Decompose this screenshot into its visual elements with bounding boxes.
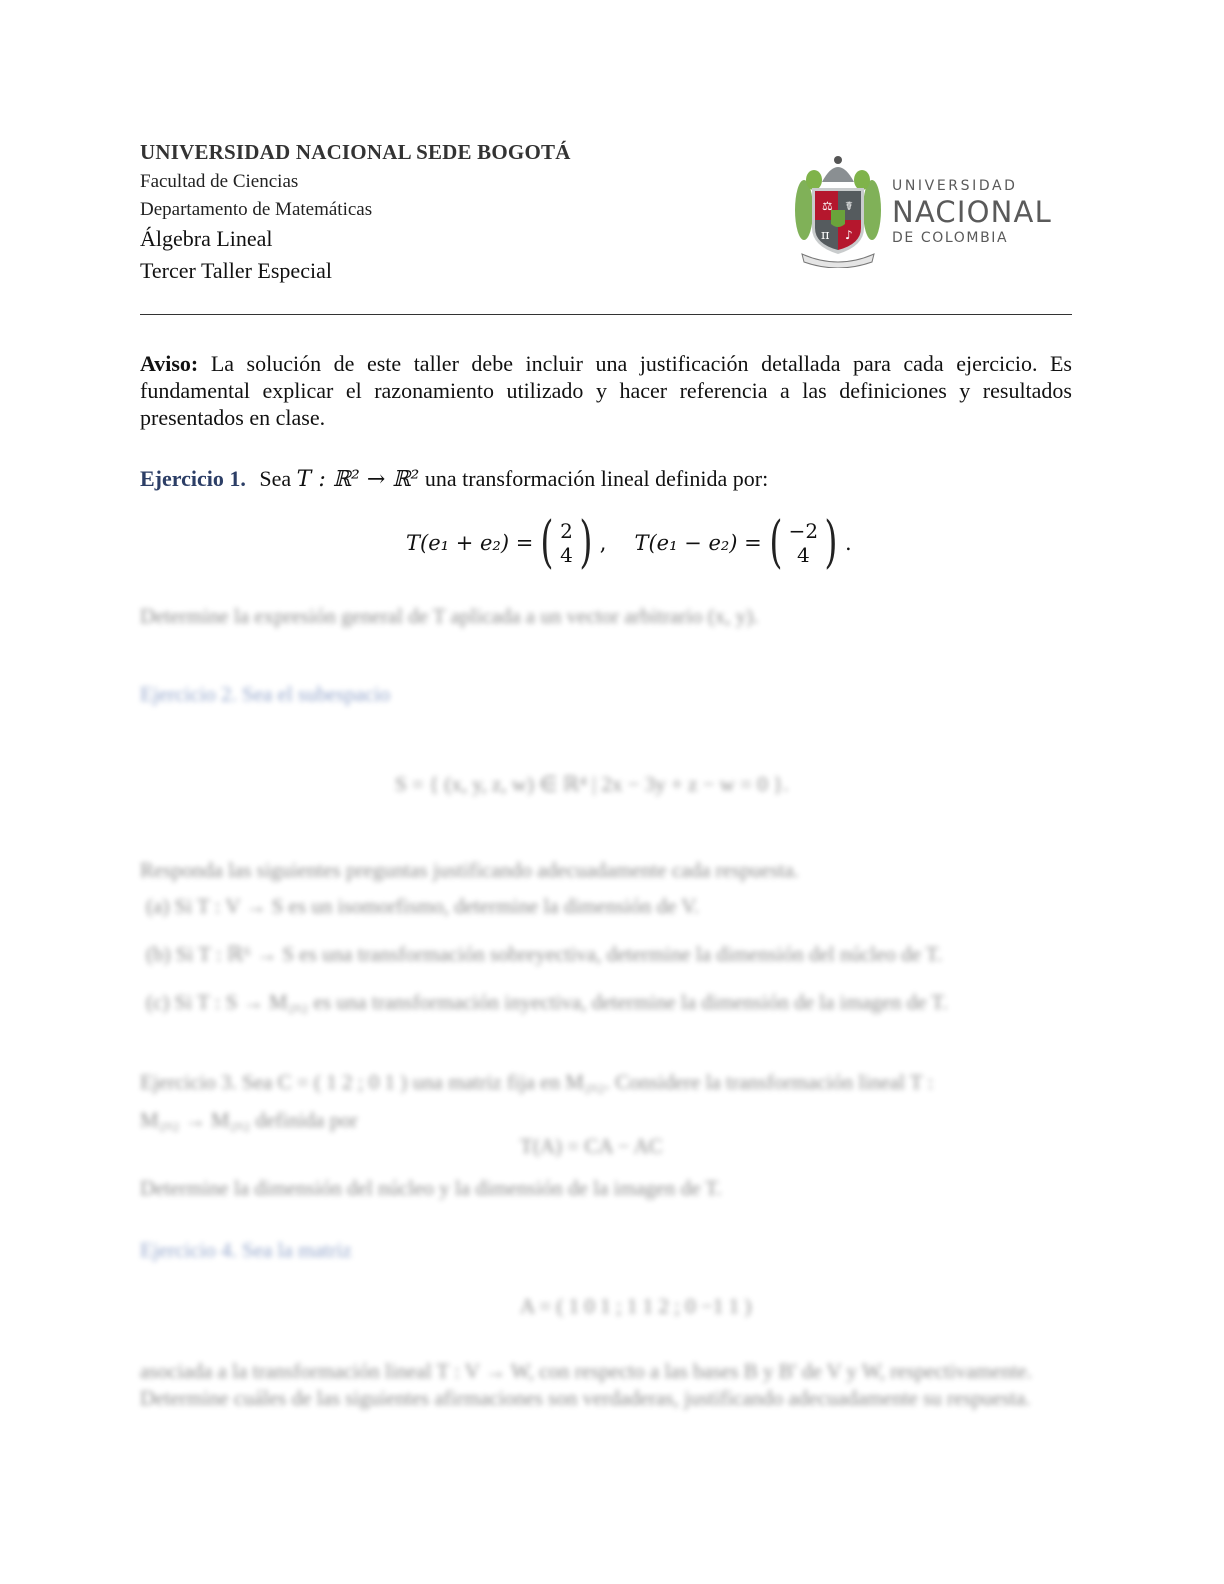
svg-text:π: π <box>821 228 830 243</box>
obscured-line: Ejercicio 3. Sea C = ( 1 2 ; 0 1 ) una matriz fija en M₂ₓ₂. Considere la transformación lineal T : <box>140 1070 934 1094</box>
header-divider <box>140 314 1072 315</box>
exercise-1-map: T : ℝ² → ℝ² <box>296 467 420 492</box>
logo-line-universidad: UNIVERSIDAD <box>892 178 1018 194</box>
notice-paragraph <box>140 350 1072 431</box>
vector-1-entry: 2 <box>560 519 573 543</box>
obscured-line: Responda las siguientes preguntas justificando adecuadamente cada respuesta. <box>140 858 799 882</box>
notice-text: La solución de este taller debe incluir una justificación detallada para cada ejercicio. Es fundamental explicar el razonamiento utilizado y hacer referencia a las definiciones y resultados presentados en clase. <box>140 351 1072 430</box>
assignment-title: Tercer Taller Especial <box>140 258 332 283</box>
vector-2-entry: 4 <box>797 543 810 567</box>
course-name: Álgebra Lineal <box>140 226 273 251</box>
logo-wordmark <box>892 178 1052 246</box>
obscured-line: M₂ₓ₂ → M₂ₓ₂ definida por <box>140 1108 358 1132</box>
obscured-line: (b) Si T : ℝ⁶ → S es una transformación sobreyectiva, determine la dimensión del núcleo de T. <box>146 942 943 966</box>
exercise-1-equations: T(e₁ + e₂) = ( 2 4 ) , T(e₁ − e₂) = ( −2 4 ) . <box>406 510 852 575</box>
obscured-line: (a) Si T : V → S es un isomorfismo, determine la dimensión de V. <box>146 894 699 918</box>
exercise-1-intro-before: Sea <box>259 466 292 491</box>
coat-of-arms-icon <box>792 150 884 268</box>
obscured-line: A = ( 1 0 1 ; 1 1 2 ; 0 −1 1 ) <box>520 1294 752 1318</box>
vector-2-entry: −2 <box>788 519 819 543</box>
obscured-line: Ejercicio 4. Sea la matriz <box>140 1238 352 1262</box>
obscured-line: (c) Si T : S → M₂ₓ₂ es una transformación inyectiva, determine la dimensión de la imagen de T. <box>146 990 948 1014</box>
exercise-1-title: Ejercicio 1. <box>140 466 246 491</box>
obscured-line: T(A) = CA − AC <box>520 1134 663 1158</box>
vector-2: ( −2 4 ) <box>769 510 838 575</box>
equation-1-lhs: T(e₁ + e₂) = <box>406 531 534 555</box>
obscured-line: Ejercicio 2. Sea el subespacio <box>140 682 391 706</box>
document-header <box>140 140 571 284</box>
obscured-line: S = { (x, y, z, w) ∈ ℝ⁴ | 2x − 3y + z − w = 0 }. <box>395 772 789 796</box>
faculty-name: Facultad de Ciencias <box>140 171 299 192</box>
obscured-line: Determine la dimensión del núcleo y la dimensión de la imagen de T. <box>140 1176 722 1200</box>
logo-line-de-colombia: DE COLOMBIA <box>892 230 1009 246</box>
svg-text:♪: ♪ <box>845 228 853 242</box>
vector-1: ( 2 4 ) <box>540 510 593 575</box>
university-name: UNIVERSIDAD NACIONAL SEDE BOGOTÁ <box>140 140 571 164</box>
department-name: Departamento de Matemáticas <box>140 199 373 220</box>
notice-label: Aviso: <box>140 351 199 376</box>
logo-line-nacional: NACIONAL <box>892 195 1052 229</box>
equation-2-lhs: T(e₁ − e₂) = <box>634 531 762 555</box>
svg-text:⚖: ⚖ <box>822 199 833 213</box>
vector-1-entry: 4 <box>560 543 573 567</box>
obscured-line: Determine la expresión general de T aplicada a un vector arbitrario (x, y). <box>140 604 759 628</box>
obscured-line: asociada a la transformación lineal T : V → W, con respecto a las bases B y B' de V y W, respectivamente. Determine cuáles de las siguientes afirmaciones son verdaderas, justificando adecuadamente su respuesta. <box>140 1359 1032 1410</box>
exercise-1-intro-after: una transformación lineal definida por: <box>424 466 769 491</box>
exercise-1-statement <box>140 466 1072 492</box>
svg-text:☤: ☤ <box>845 199 854 213</box>
university-logo <box>792 150 1072 268</box>
